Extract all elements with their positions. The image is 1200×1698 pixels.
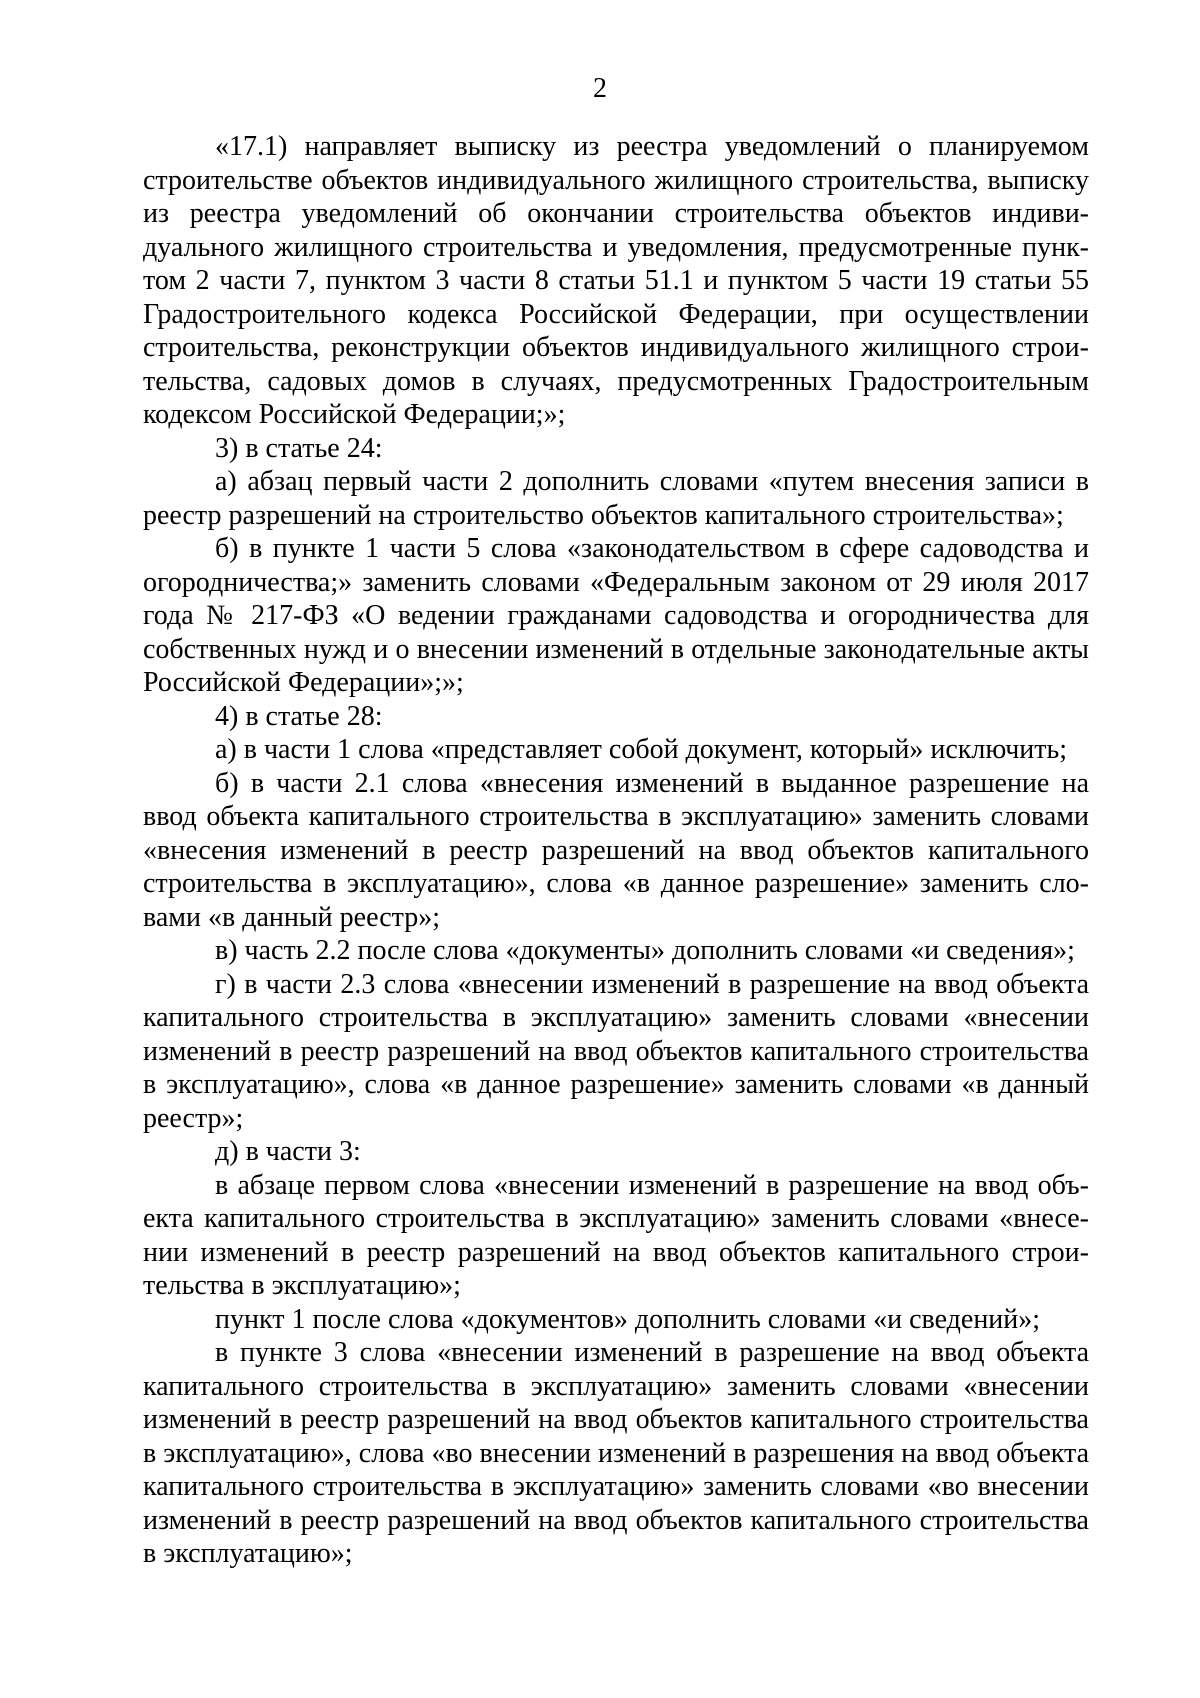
paragraph-item-4d-first: в абзаце первом слова «внесении изменений в разрешение на ввод объекта капитального строительства в эксплуатацию» заменить словами «внесении изменений в реестр разрешений на ввод объектов капитального строительства в эксплуатацию»;: [143, 1169, 1089, 1301]
page-number: 2: [593, 73, 607, 104]
paragraph-item-3a: а) абзац первый части 2 дополнить словами «путем внесения записи в реестр разрешений на строительство объектов капитального строительства»;: [143, 466, 1089, 531]
paragraph-item-4v: в) часть 2.2 после слова «документы» дополнить словами «и сведения»;: [215, 935, 1075, 966]
paragraph-17-1: «17.1) направляет выписку из реестра уведомлений о планируемом строительстве объектов индивидуального жилищного строительства, выписку из реестра уведомлений об окончании строительства объектов индивидуального жилищного строительства и уведомления, предусмотренные пунктом 2 части 7, пунктом 3 части 8 статьи 51.1 и пунктом 5 части 19 статьи 55 Градостроительного кодекса Российской Федерации, при осуществлении строительства, реконструкции объектов индивидуального жилищного строительства, садовых домов в случаях, предусмотренных Градостроительным кодексом Российской Федерации;»;: [143, 131, 1089, 430]
paragraph-item-3b: б) в пункте 1 части 5 слова «законодательством в сфере садоводства и огородничества;» заменить словами «Федеральным законом от 29 июля 2017 года № 217-ФЗ «О ведении гражданами садоводства и огородничества для собственных нужд и о внесении изменений в отдельные законодательные акты Российской Федерации»;»;: [143, 533, 1089, 698]
paragraph-item-4d-point-3: в пункте 3 слова «внесении изменений в разрешение на ввод объекта капитального строительства в эксплуатацию» заменить словами «внесении изменений в реестр разрешений на ввод объектов капитального строительства в эксплуатацию», слова «во внесении изменений в разрешения на ввод объекта капитального строительства в эксплуатацию» заменить словами «во внесении изменений в реестр разрешений на ввод объектов капитального строительства в эксплуатацию»;: [143, 1337, 1089, 1569]
paragraph-item-4d-heading: д) в части 3:: [215, 1136, 361, 1167]
paragraph-item-4g: г) в части 2.3 слова «внесении изменений в разрешение на ввод объекта капитального строительства в эксплуатацию» заменить словами «внесении изменений в реестр разрешений на ввод объектов капитального строительства в эксплуатацию», слова «в данное разрешение» заменить словами «в данный реестр»;: [143, 968, 1089, 1134]
paragraph-item-4d-point-1: пункт 1 после слова «документов» дополнить словами «и сведений»;: [215, 1303, 1041, 1335]
document-body: [143, 130, 1089, 1571]
paragraph-item-3-heading: 3) в статье 24:: [215, 432, 383, 464]
paragraph-item-4-heading: 4) в статье 28:: [215, 700, 383, 732]
paragraph-item-4b: б) в части 2.1 слова «внесения изменений в выданное разрешение на ввод объекта капитального строительства в эксплуатацию» заменить словами «внесения изменений в реестр разрешений на ввод объектов капитального строительства в эксплуатацию», слова «в данное разрешение» заменить словами «в данный реестр»;: [143, 767, 1089, 933]
paragraph-item-4a: а) в части 1 слова «представляет собой документ, который» исключить;: [215, 734, 1068, 765]
